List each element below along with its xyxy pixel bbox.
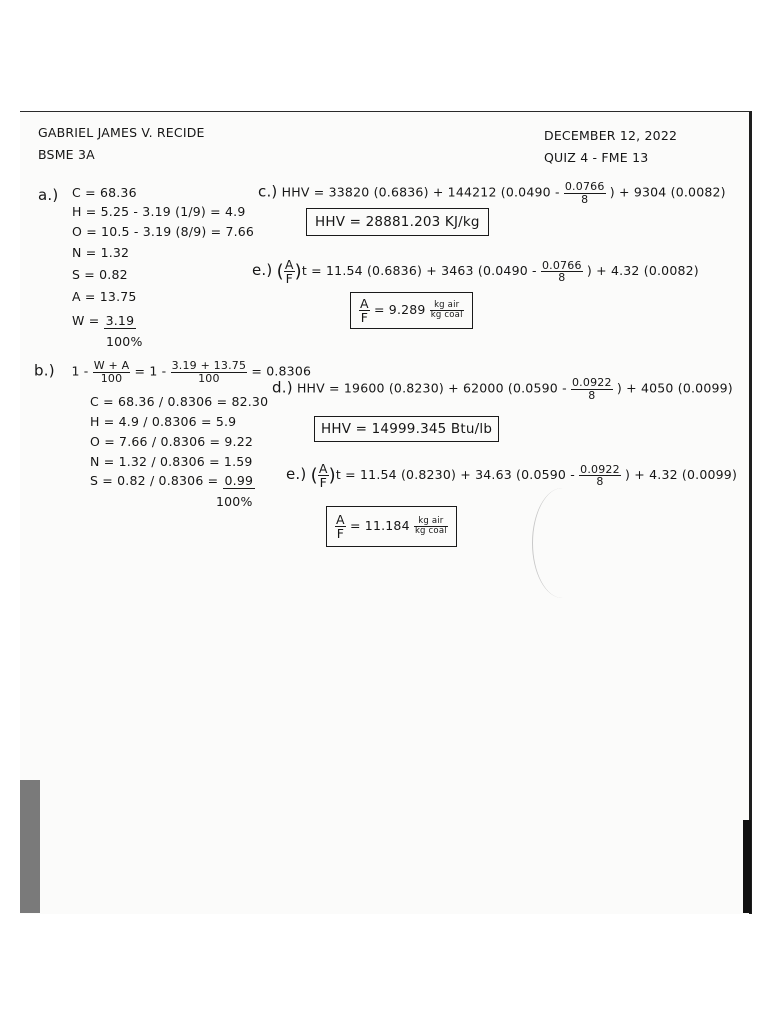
part-b-label: b.) [34, 361, 55, 380]
part-c-equation [258, 181, 726, 205]
part-b-line-n: N = 1.32 / 0.8306 = 1.59 [90, 454, 253, 469]
page-corner-shadow-right [743, 820, 751, 913]
part-d-label: d.) [272, 378, 293, 397]
part-e2-result-af-num: A [336, 512, 345, 527]
part-b-total: 100% [216, 494, 253, 509]
part-d-fraction-den: 8 [588, 388, 596, 402]
part-b-eq-result: = 0.8306 [251, 363, 312, 379]
part-d-result-box: HHV = 14999.345 Btu/lb [314, 416, 499, 442]
part-c-equation-start: HHV = 33820 (0.6836) + 144212 (0.0490 - [281, 184, 560, 200]
part-e1-unit-den: kg coal [430, 310, 463, 321]
part-e1-result-value: = 9.289 [373, 302, 426, 318]
part-b-eq-fraction2-num: 3.19 + 13.75 [171, 359, 247, 372]
part-d-fraction [571, 377, 613, 401]
part-b-s-prefix: S = 0.82 / 0.8306 = [90, 473, 219, 488]
part-e2-equation-start: = 11.54 (0.8230) + 34.63 (0.0590 - [345, 467, 575, 483]
part-e1-equation [252, 258, 699, 285]
part-a-line-a: A = 13.75 [72, 289, 137, 304]
part-e2-open-paren: ( [310, 465, 318, 487]
part-e1-af-den: F [285, 271, 293, 287]
part-a-label: a.) [38, 186, 59, 204]
part-e1-close-paren: ) [294, 261, 302, 283]
part-e1-af-fraction [284, 258, 295, 285]
part-e2-result-af-den: F [336, 526, 345, 542]
part-b-eq-fraction2-den: 100 [198, 371, 220, 385]
part-a-w-value: 3.19 [105, 313, 135, 328]
faint-pencil-mark [532, 488, 593, 598]
part-e2-unit-den: kg coal [414, 526, 447, 537]
part-e1-result-af-den: F [360, 310, 369, 326]
part-c-label: c.) [258, 182, 278, 201]
part-c-fraction-den: 8 [581, 192, 589, 206]
part-e1-equation-start: = 11.54 (0.6836) + 3463 (0.0490 - [311, 263, 537, 279]
part-a-line-w [72, 313, 136, 328]
part-e1-open-paren: ( [276, 261, 284, 283]
part-b-eq-fraction [93, 360, 131, 384]
part-e1-result-af [359, 297, 370, 324]
part-e2-result-af [335, 513, 346, 540]
part-e1-fraction-den: 8 [558, 271, 566, 285]
part-e2-af-fraction [318, 462, 329, 489]
part-a-line-h: H = 5.25 - 3.19 (1/9) = 4.9 [72, 204, 246, 219]
part-a-line-o: O = 10.5 - 3.19 (8/9) = 7.66 [72, 224, 255, 239]
part-e1-fraction-num: 0.0766 [541, 258, 582, 272]
part-b-line-h: H = 4.9 / 0.8306 = 5.9 [90, 414, 237, 429]
part-e2-subscript: t [335, 467, 341, 483]
part-e1-subscript: t [301, 263, 307, 279]
part-e2-unit-num: kg air [414, 517, 448, 527]
part-b-eq-mid: = 1 - [134, 363, 167, 379]
part-b-eq-fraction2 [171, 360, 248, 384]
part-e1-result-af-num: A [360, 296, 369, 311]
part-e1-af-num: A [284, 257, 294, 272]
part-e2-result-unit [414, 517, 448, 536]
page-corner-shadow-left [20, 780, 40, 913]
part-e1-equation-end: ) + 4.32 (0.0082) [586, 263, 699, 279]
part-e1-result-unit [430, 301, 464, 320]
student-section: BSME 3A [38, 147, 95, 162]
part-e2-result-value: = 11.184 [349, 518, 410, 534]
part-a-line-n: N = 1.32 [72, 245, 130, 260]
part-e2-equation-end: ) + 4.32 (0.0099) [625, 467, 738, 483]
part-e2-result-box [326, 506, 457, 547]
part-e1-unit-num: kg air [430, 301, 464, 311]
part-e1-label: e.) [252, 261, 273, 280]
part-c-result-box: HHV = 28881.203 KJ/kg [306, 208, 489, 236]
part-c-equation-end: ) + 9304 (0.0082) [609, 184, 726, 200]
part-e2-close-paren: ) [328, 465, 336, 487]
part-b-eq-fraction-num: W + A [93, 359, 130, 372]
quiz-title: QUIZ 4 - FME 13 [544, 150, 649, 165]
part-a-w-prefix: W = [72, 313, 100, 328]
part-b-eq-prefix: 1 - [71, 363, 89, 379]
part-d-equation [272, 377, 733, 401]
part-b-line-o: O = 7.66 / 0.8306 = 9.22 [90, 434, 254, 449]
part-d-fraction-num: 0.0922 [571, 376, 612, 389]
part-a-total: 100% [106, 334, 143, 349]
part-e2-af-num: A [318, 461, 328, 476]
part-e1-fraction [541, 260, 583, 284]
part-b-equation [34, 360, 311, 384]
part-e2-equation [286, 462, 737, 489]
part-b-eq-fraction-den: 100 [100, 371, 123, 385]
part-e2-fraction-den: 8 [596, 475, 604, 489]
part-a-line-s: S = 0.82 [72, 267, 128, 282]
part-e2-label: e.) [286, 465, 307, 484]
part-a-line-c: C = 68.36 [72, 185, 137, 200]
part-d-equation-start: HHV = 19600 (0.8230) + 62000 (0.0590 - [296, 380, 567, 396]
part-b-line-c: C = 68.36 / 0.8306 = 82.30 [90, 394, 269, 409]
student-name: GABRIEL JAMES V. RECIDE [38, 125, 205, 140]
part-d-equation-end: ) + 4050 (0.0099) [616, 380, 733, 396]
part-e2-fraction-num: 0.0922 [580, 462, 620, 476]
part-b-s-value: 0.99 [224, 473, 254, 488]
part-e2-af-den: F [319, 475, 327, 491]
part-c-fraction-num: 0.0766 [564, 180, 605, 193]
quiz-date: DECEMBER 12, 2022 [544, 128, 678, 143]
part-c-fraction [564, 181, 606, 205]
part-b-line-s [90, 473, 255, 488]
part-e1-result-box [350, 292, 473, 329]
part-e2-fraction [579, 464, 621, 488]
